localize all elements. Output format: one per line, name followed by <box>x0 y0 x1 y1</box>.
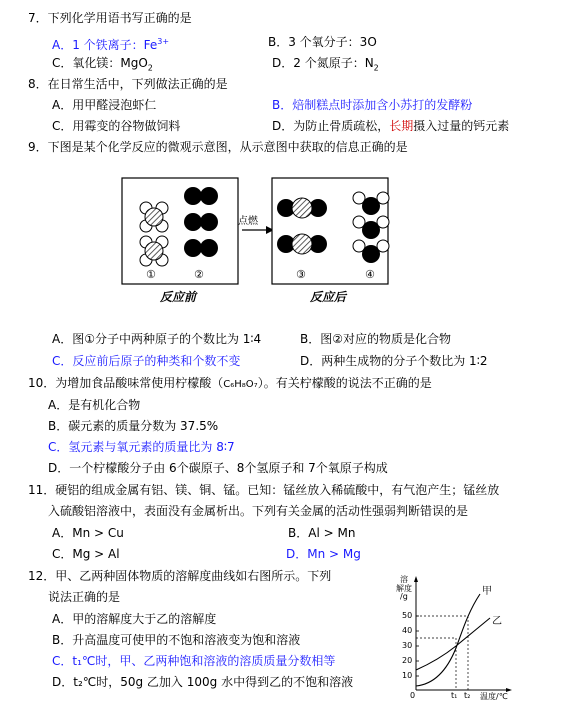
molecule-3b <box>277 234 327 254</box>
q8-option-c: C．用霉变的谷物做饲料 <box>52 119 181 133</box>
chart-xlabel: 温度/℃ <box>480 692 508 701</box>
q8-option-b: B．焙制糕点时添加含小苏打的发酵粉 <box>272 98 473 112</box>
q7-option-a: A．1 个铁离子：$Fe^{3+}$ <box>52 37 170 52</box>
label-3: ③ <box>296 268 306 281</box>
q12-option-a: A．甲的溶解度大于乙的溶解度 <box>52 612 217 626</box>
caption-before: 反应前 <box>160 290 197 304</box>
q12-stem-line2: 说法正确的是 <box>48 590 121 604</box>
reactants-box <box>122 178 238 284</box>
q12-option-d: D．t₂℃时，50g 乙加入 100g 水中得到乙的不饱和溶液 <box>52 675 354 689</box>
label-4: ④ <box>365 268 375 281</box>
q9-stem: 9．下图是某个化学反应的微观示意图，从示意图中获取的信息正确的是 <box>28 140 408 154</box>
q11-option-c: C．Mg > Al <box>52 547 120 561</box>
solubility-chart-svg <box>396 572 516 702</box>
ytick-20: 20 <box>402 656 413 665</box>
q11-option-d: D．Mn > Mg <box>286 547 361 561</box>
q10-stem: 10．为增加食品酸味常使用柠檬酸（C₆H₈O₇）。有关柠檬酸的说法不正确的是 <box>28 376 432 390</box>
xtick-t2: t₂ <box>464 691 471 700</box>
q7-option-c: C．氧化镁：MgO$_2$ <box>52 56 153 73</box>
q12-option-b: B．升高温度可使甲的不饱和溶液变为饱和溶液 <box>52 633 301 647</box>
q9-option-a: A．图①分子中两种原子的个数比为 1∶4 <box>52 332 262 346</box>
q10-option-a: A．是有机化合物 <box>48 398 141 412</box>
chart-ylabel-3: /g <box>400 592 408 601</box>
q7-option-b: B．3 个氧分子：3O <box>268 35 377 49</box>
q7-stem: 7．下列化学用语书写正确的是 <box>28 11 192 25</box>
q8-option-a: A．用甲醛浸泡虾仁 <box>52 98 157 112</box>
label-2: ② <box>194 268 204 281</box>
origin-label: 0 <box>410 691 416 700</box>
ytick-50: 50 <box>402 611 413 620</box>
q12-option-c: C．t₁℃时，甲、乙两种饱和溶液的溶质质量分数相等 <box>52 654 336 668</box>
q11-option-b: B．Al > Mn <box>288 526 356 540</box>
ytick-40: 40 <box>402 626 413 635</box>
reaction-diagram <box>120 176 430 306</box>
q8-option-d: D．为防止骨质疏松，长期摄入过量的钙元素 <box>272 119 510 133</box>
solubility-chart <box>396 572 516 702</box>
series-label-yi: 乙 <box>492 616 502 627</box>
caption-after: 反应后 <box>310 290 347 304</box>
chart-ylabel-1: 溶 <box>400 575 408 584</box>
q12-stem-line1: 12．甲、乙两种固体物质的溶解度曲线如右图所示。下列 <box>28 569 332 583</box>
q9-option-b: B．图②对应的物质是化合物 <box>300 332 451 346</box>
q8-stem: 8．在日常生活中，下列做法正确的是 <box>28 77 228 91</box>
q10-option-b: B．碳元素的质量分数为 37.5% <box>48 419 219 433</box>
q9-option-c: C．反应前后原子的种类和个数不变 <box>52 354 241 368</box>
molecule-3a <box>277 198 327 218</box>
q7-option-d: D．2 个氮原子：$N_2$ <box>272 56 379 73</box>
ytick-30: 30 <box>402 641 413 650</box>
q11-stem-line1: 11．硬铝的组成金属有铝、镁、铜、锰。已知：锰丝放入稀硫酸中，有气泡产生；锰丝放 <box>28 483 500 497</box>
q10-option-d: D．一个柠檬酸分子由 6个碳原子、8个氢原子和 7个氧原子构成 <box>48 461 388 475</box>
ytick-10: 10 <box>402 671 413 680</box>
series-label-jia: 甲 <box>482 586 492 597</box>
curve-yi <box>416 618 490 670</box>
arrow-label: 点燃 <box>238 216 258 227</box>
q9-option-d: D．两种生成物的分子个数比为 1∶2 <box>300 354 488 368</box>
chart-ylabel-2: 解度 <box>396 584 412 593</box>
q11-option-a: A．Mn > Cu <box>52 526 124 540</box>
q10-option-c: C．氢元素与氧元素的质量比为 8∶7 <box>48 440 235 454</box>
xtick-t1: t₁ <box>451 691 458 700</box>
label-1: ① <box>146 268 156 281</box>
curve-jia <box>416 594 480 686</box>
q11-stem-line2: 入硫酸铝溶液中，表面没有金属析出。下列有关金属的活动性强弱判断错误的是 <box>48 504 469 518</box>
reaction-diagram-svg <box>120 176 430 306</box>
